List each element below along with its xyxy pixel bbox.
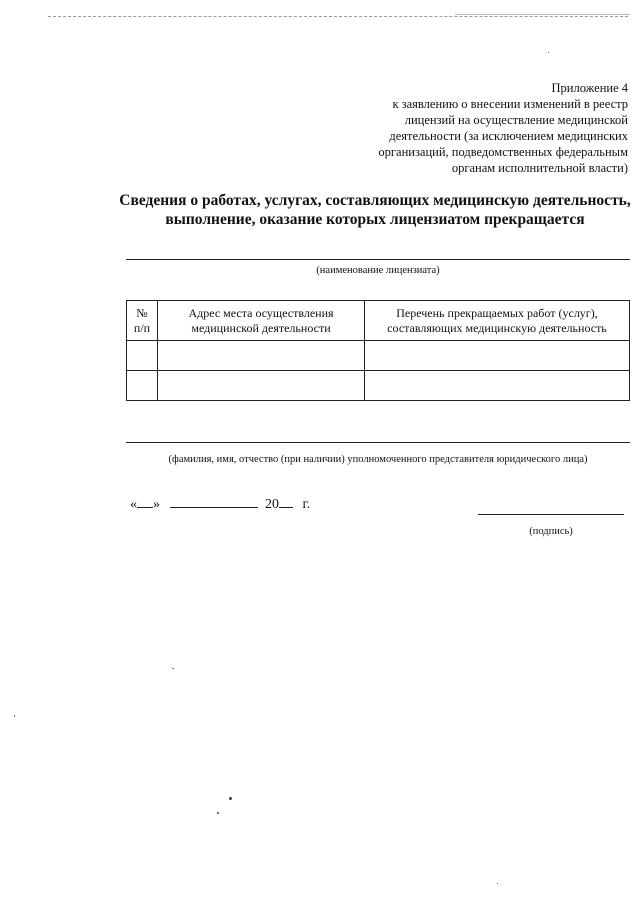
- header-text: составляющих медицинскую деятельность: [387, 320, 607, 335]
- date-field: [130, 495, 310, 513]
- header-text: п/п: [133, 320, 151, 335]
- header-cell-services: [365, 301, 630, 341]
- header-cell-address: [158, 301, 365, 341]
- table-row: [127, 341, 630, 371]
- table-cell[interactable]: [158, 341, 365, 371]
- licensee-caption: (наименование лицензиата): [316, 265, 440, 276]
- scan-speck: [172, 668, 174, 669]
- table-cell[interactable]: [158, 371, 365, 401]
- year-prefix: 20: [265, 497, 279, 512]
- scan-edge-solid: [455, 0, 630, 15]
- year-suffix: г.: [302, 497, 311, 512]
- table-cell[interactable]: [127, 371, 158, 401]
- representative-caption: (фамилия, имя, отчество (при наличии) уполномоченного представителя юридического лица): [168, 454, 588, 465]
- day-blank[interactable]: [137, 495, 153, 508]
- header-text: №: [136, 305, 148, 320]
- appendix-line: лицензий на осуществление медицинской: [404, 113, 628, 127]
- appendix-line: к заявлению о внесении изменений в реестр: [392, 97, 628, 111]
- appendix-line: органам исполнительной власти): [451, 161, 628, 175]
- scan-speck: [497, 883, 498, 884]
- header-text: Адрес места осуществления: [188, 305, 334, 320]
- signature-caption: (подпись): [529, 526, 573, 537]
- appendix-note: [348, 80, 628, 176]
- table-row: [127, 371, 630, 401]
- scan-edge-dashed: [48, 16, 628, 17]
- scan-speck: [217, 812, 219, 814]
- signature-line: [478, 514, 624, 515]
- title-line: Сведения о работах, услугах, составляющих медицинскую деятельность,: [119, 192, 631, 209]
- table-cell[interactable]: [127, 341, 158, 371]
- document-title: [110, 191, 640, 229]
- date-open-quote: «: [130, 497, 137, 512]
- scan-speck: [548, 52, 549, 53]
- date-close-quote: »: [153, 497, 160, 512]
- appendix-line: организаций, подведомственных федеральным: [378, 145, 628, 159]
- title-line: выполнение, оказание которых лицензиатом прекращается: [165, 211, 585, 228]
- header-cell-number: [127, 301, 158, 341]
- header-text: Перечень прекращаемых работ (услуг),: [396, 305, 598, 320]
- table-header-row: [127, 301, 630, 341]
- licensee-name-line: [126, 259, 630, 260]
- appendix-line: деятельности (за исключением медицинских: [389, 129, 628, 143]
- header-text: медицинской деятельности: [191, 320, 331, 335]
- year-blank[interactable]: [279, 495, 293, 508]
- table-cell[interactable]: [365, 371, 630, 401]
- appendix-line: Приложение 4: [551, 81, 628, 95]
- services-table: [126, 300, 630, 401]
- scan-speck: [14, 715, 15, 717]
- table-cell[interactable]: [365, 341, 630, 371]
- month-blank[interactable]: [170, 495, 258, 508]
- representative-name-line: [126, 442, 630, 443]
- scan-speck: [229, 797, 232, 800]
